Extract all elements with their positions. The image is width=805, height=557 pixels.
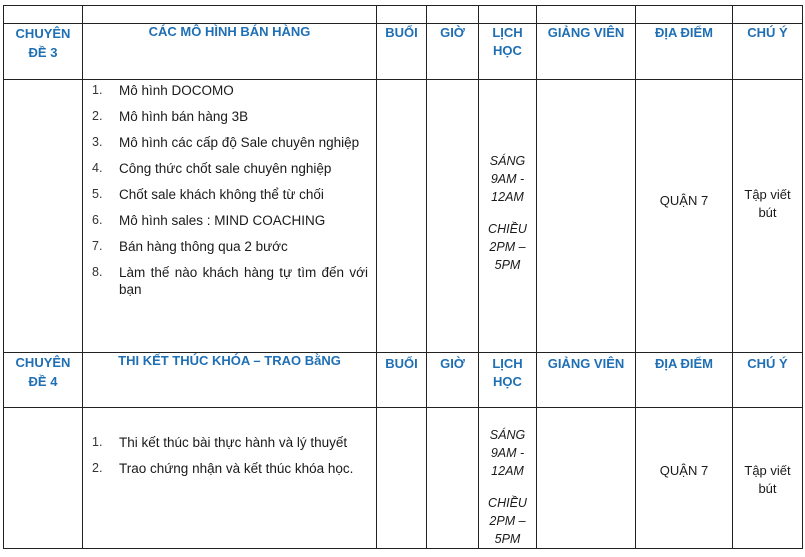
col-lich-hoc-line2: HỌC [493,374,522,389]
empty-cell [537,80,636,353]
list-item-text: Mô hình bán hàng 3B [119,109,249,124]
topic3-note-line2: bút [758,205,777,220]
topic4-afternoon-label: CHIỀU [488,496,527,510]
list-item-number: 2. [92,109,103,123]
topic3-header-row [4,24,803,80]
list-item [83,212,376,229]
topic4-afternoon-end: 5PM [494,532,521,546]
list-item-text: Trao chứng nhận và kết thúc khóa học. [119,461,354,476]
list-item-number: 8. [92,265,103,279]
topic3-content-row [4,80,803,353]
list-item-text: Mô hình sales : MIND COACHING [119,213,326,228]
list-item [83,82,376,99]
empty-cell [377,6,427,24]
list-item [83,108,376,125]
topic3-title: CÁC MÔ HÌNH BÁN HÀNG [83,24,377,80]
top-empty-row [4,6,803,24]
col-buoi-header: BUỔI [377,24,427,80]
topic4-content-row [4,408,803,549]
col-lich-hoc-line1: LỊCH [492,25,523,40]
topic4-label [4,353,83,408]
topic3-note-line1: Tập viết [744,187,791,202]
col-gio-header: GIỜ [427,24,479,80]
topic3-label [4,24,83,80]
col-dia-diem-header: ĐỊA ĐIỂM [636,353,733,408]
col-gio-header: GIỜ [427,353,479,408]
topic4-location [636,408,733,549]
topic4-label-line2: ĐỀ 4 [28,374,58,389]
empty-cell [4,80,83,353]
list-item-text: Công thức chốt sale chuyên nghiệp [119,161,332,176]
list-item-number: 1. [92,83,103,97]
topic3-afternoon-start: 2PM – [489,240,526,254]
list-item-number: 1. [92,435,103,449]
empty-cell [537,6,636,24]
list-item-text: Làm thế nào khách hàng tự tìm đến với bạn [119,265,368,297]
list-item [83,186,376,203]
list-item [83,264,376,298]
topic4-schedule [479,408,537,549]
topic3-morning-end: 12AM [491,190,524,204]
topic3-schedule [479,80,537,353]
empty-cell [427,80,479,353]
topic3-location [636,80,733,353]
empty-cell [427,408,479,549]
list-item-number: 6. [92,213,103,227]
col-lich-hoc-line2: HỌC [493,43,522,58]
col-buoi-header: BUỔI [377,353,427,408]
list-item [83,434,376,451]
empty-cell [537,408,636,549]
topic3-afternoon-end: 5PM [494,258,521,272]
empty-cell [83,6,377,24]
list-item [83,460,376,477]
empty-cell [377,408,427,549]
col-lich-hoc-header [479,24,537,80]
empty-cell [636,6,733,24]
topic3-afternoon-label: CHIỀU [488,222,527,236]
col-chu-y-header: CHÚ Ý [733,24,803,80]
list-item-text: Mô hình các cấp độ Sale chuyên nghiệp [119,135,360,150]
col-dia-diem-header: ĐỊA ĐIỂM [636,24,733,80]
topic4-note-line1: Tập viết [744,463,791,478]
col-lich-hoc-header [479,353,537,408]
topic3-morning-start: 9AM - [490,172,525,186]
topic4-header-row [4,353,803,408]
topic4-morning-end: 12AM [491,464,524,478]
col-chu-y-header: CHÚ Ý [733,353,803,408]
topic3-location-text: QUẬN 7 [659,193,709,208]
topic4-title: THI KẾT THÚC KHÓA – TRAO BằNG [83,353,377,408]
list-item-number: 2. [92,461,103,475]
list-item [83,160,376,177]
topic3-label-line1: CHUYÊN [15,26,71,41]
topic4-label-line1: CHUYÊN [15,355,71,370]
list-item-text: Mô hình DOCOMO [119,83,234,98]
list-item [83,134,376,151]
col-lich-hoc-line1: LỊCH [492,356,523,371]
empty-cell [4,6,83,24]
topic4-afternoon-start: 2PM – [489,514,526,528]
list-item-number: 4. [92,161,103,175]
list-item-number: 3. [92,135,103,149]
schedule-table [3,5,803,549]
list-item-text: Chốt sale khách không thể từ chối [119,187,324,202]
topic4-items-cell [83,408,377,549]
list-item-text: Thi kết thúc bài thực hành và lý thuyết [119,435,348,450]
list-item-number: 5. [92,187,103,201]
col-giang-vien-header: GIẢNG VIÊN [537,353,636,408]
empty-cell [479,6,537,24]
topic4-morning-label: SÁNG [489,428,526,442]
empty-cell [377,80,427,353]
topic4-note [733,408,803,549]
empty-cell [4,408,83,549]
list-item-text: Bán hàng thông qua 2 bước [119,239,288,254]
list-item [83,238,376,255]
topic4-note-line2: bút [758,481,777,496]
list-item-number: 7. [92,239,103,253]
topic4-morning-start: 9AM - [490,446,525,460]
empty-cell [427,6,479,24]
topic3-label-line2: ĐỀ 3 [28,45,58,60]
topic3-item-list [83,82,376,298]
topic3-note [733,80,803,353]
topic3-items-cell [83,80,377,353]
topic4-item-list [83,434,376,477]
col-giang-vien-header: GIẢNG VIÊN [537,24,636,80]
topic4-location-text: QUẬN 7 [659,463,709,478]
topic3-morning-label: SÁNG [489,154,526,168]
empty-cell [733,6,803,24]
